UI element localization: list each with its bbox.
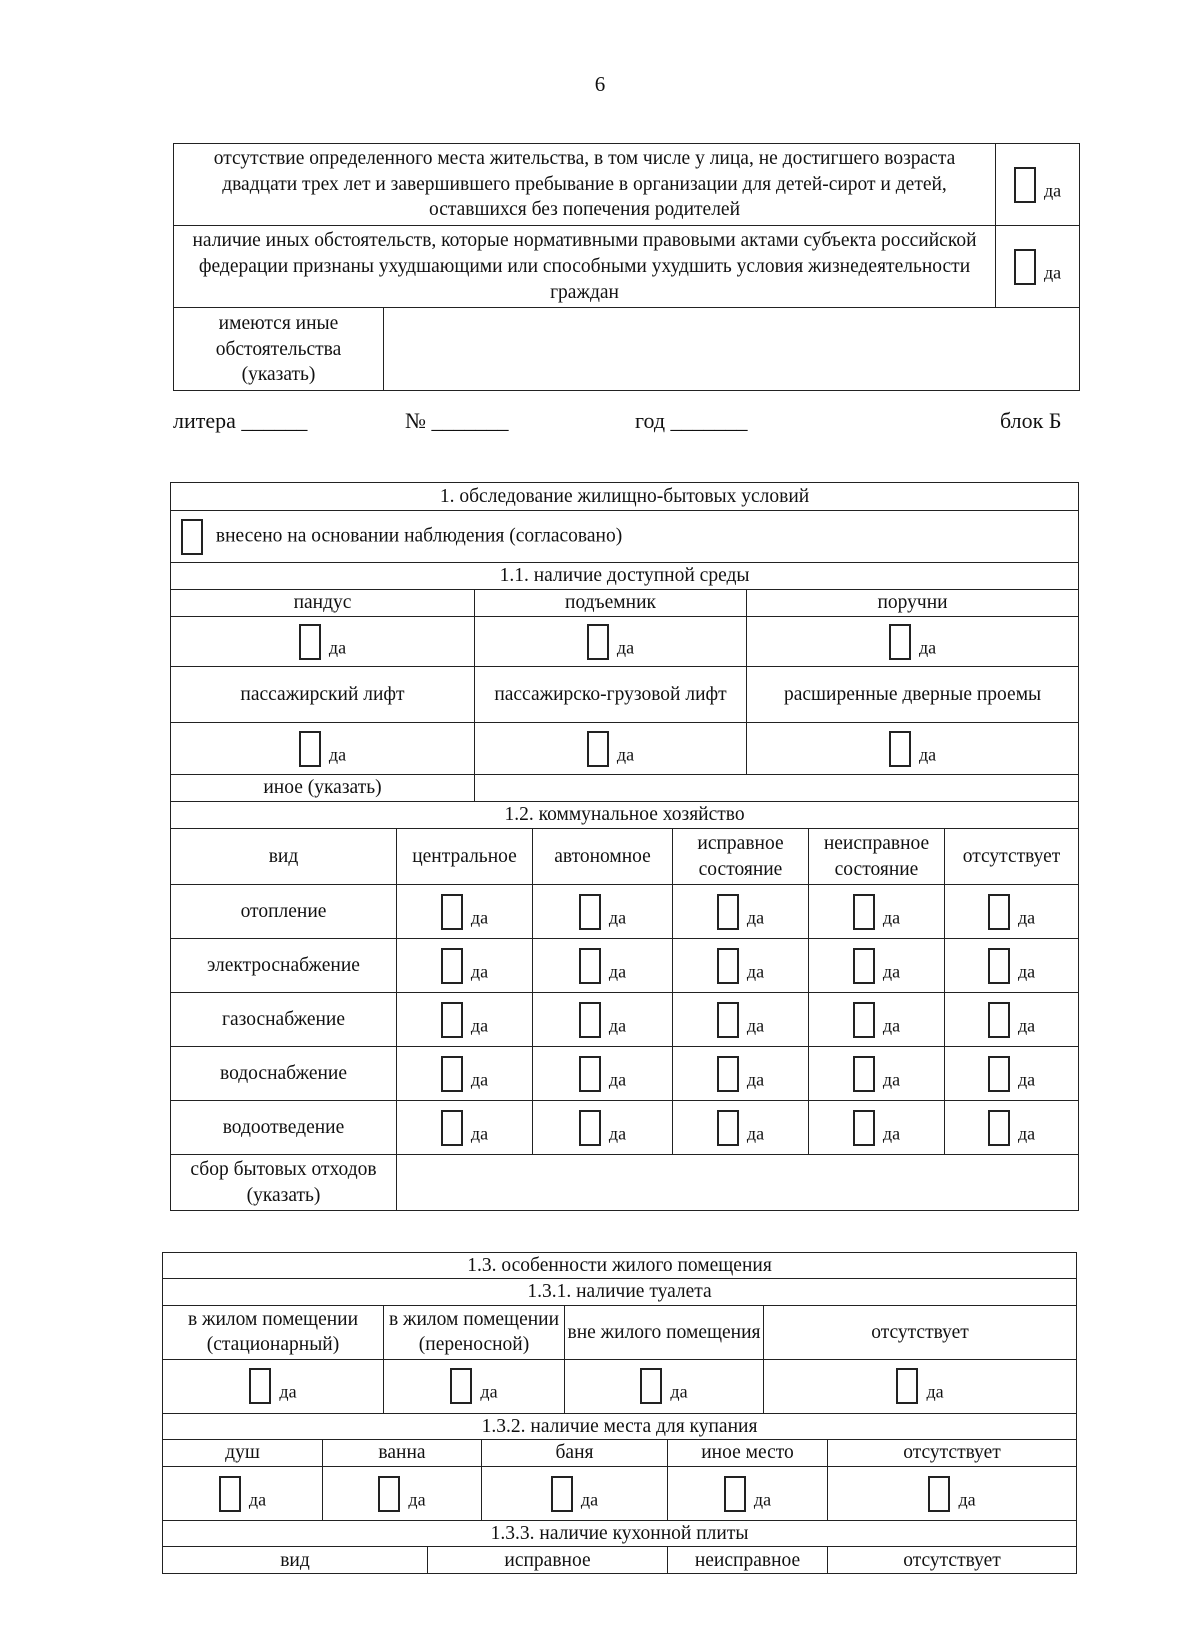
checkbox[interactable] [717, 1056, 739, 1092]
s12-row-label: водоотведение [171, 1101, 397, 1155]
s132-title: 1.3.2. наличие места для купания [163, 1413, 1077, 1439]
no-residence-checkbox[interactable] [1014, 167, 1036, 203]
s12-row-label: электроснабжение [171, 939, 397, 993]
litera-field[interactable]: литера ______ [173, 408, 308, 433]
other-circumstances-label: имеются иные обстоятельства (указать) [174, 308, 384, 391]
checkbox[interactable] [853, 894, 875, 930]
toilet-absent-checkbox[interactable] [896, 1368, 918, 1404]
liter-row [0, 408, 1200, 442]
checkbox[interactable] [579, 1002, 601, 1038]
bathing-absent-header: отсутствует [828, 1440, 1077, 1467]
living-conditions-table: 1. обследование жилищно-бытовых условий внесено на основании наблюдения (согласовано) 1.1. наличие доступной среды пандус подъемник поручни да да да пассажирский лифт пассажирско-грузовой лифт расширенные дверные проемы да да да иное (указать) 1.2. коммунальное хозяйство вид центральное автономное исправное состояние неисправное состояние отсутствует отопление да да да да да электроснабжение да да да да да газоснабжение да да да да да водоснабжение да да да да да водоотведение да да да да да сбор бытовых отходов (указать) [170, 482, 1079, 1211]
checkbox[interactable] [441, 1002, 463, 1038]
s12-title: 1.2. коммунальное хозяйство [171, 802, 1079, 829]
other-circumstances-field[interactable] [384, 308, 1080, 391]
s12-row-label: газоснабжение [171, 993, 397, 1047]
other-circumstances-checkbox[interactable] [1014, 249, 1036, 285]
other-circumstances-text: наличие иных обстоятельств, которые нормативными правовыми актами субъекта российской федерации признаны ухудшающими или способными ухудшить условия жизнедеятельности граждан [174, 226, 996, 308]
sauna-header: баня [482, 1440, 668, 1467]
s12-row-label: водоснабжение [171, 1047, 397, 1101]
s133-title: 1.3.3. наличие кухонной плиты [163, 1521, 1077, 1547]
checkbox[interactable] [579, 1056, 601, 1092]
section1-title: 1. обследование жилищно-бытовых условий [171, 483, 1079, 511]
checkbox[interactable] [717, 948, 739, 984]
observed-checkbox[interactable] [181, 519, 203, 555]
lift-header: подъемник [475, 590, 747, 617]
sauna-checkbox[interactable] [551, 1476, 573, 1512]
s11-other-field[interactable] [475, 775, 1079, 802]
waste-field[interactable] [397, 1155, 1079, 1211]
toilet-stationary-checkbox[interactable] [249, 1368, 271, 1404]
bathing-absent-checkbox[interactable] [928, 1476, 950, 1512]
checkbox[interactable] [853, 948, 875, 984]
s12-header-type: вид [171, 829, 397, 885]
checkbox[interactable] [988, 948, 1010, 984]
block-label: блок Б [1000, 408, 1062, 433]
checkbox[interactable] [717, 1110, 739, 1146]
table-row: отопление да да да да да [171, 885, 1079, 939]
other-place-checkbox[interactable] [724, 1476, 746, 1512]
checkbox[interactable] [441, 948, 463, 984]
checkbox[interactable] [853, 1056, 875, 1092]
ramp-checkbox[interactable] [299, 624, 321, 660]
s12-header-broken: неисправное состояние [809, 829, 945, 885]
table-row: водоснабжение да да да да да [171, 1047, 1079, 1101]
table-row: водоотведение да да да да да [171, 1101, 1079, 1155]
toilet-portable-checkbox[interactable] [450, 1368, 472, 1404]
top-circumstances-table: отсутствие определенного места жительства, в том числе у лица, не достигшего возраста двадцати трех лет и завершившего пребывание в организации для детей-сирот и детей, оставшихся без попечения родителей да наличие иных обстоятельств, которые нормативными правовыми актами субъекта российской федерации признаны ухудшающими или способными ухудшить условия жизнедеятельности граждан да имеются иные обстоятельства (указать) [173, 143, 1080, 391]
checkbox[interactable] [988, 1056, 1010, 1092]
s131-title: 1.3.1. наличие туалета [163, 1279, 1077, 1305]
checkbox[interactable] [579, 894, 601, 930]
checkbox[interactable] [441, 1056, 463, 1092]
passenger-elevator-checkbox[interactable] [299, 731, 321, 767]
s12-row-label: отопление [171, 885, 397, 939]
stove-broken-header: неисправное [668, 1547, 828, 1574]
toilet-outside-header: вне жилого помещения [565, 1305, 764, 1359]
stove-absent-header: отсутствует [828, 1547, 1077, 1574]
checkbox[interactable] [441, 894, 463, 930]
s12-header-autonomous: автономное [533, 829, 673, 885]
wide-doors-checkbox[interactable] [889, 731, 911, 767]
toilet-absent-header: отсутствует [764, 1305, 1077, 1359]
no-residence-text: отсутствие определенного места жительства, в том числе у лица, не достигшего возраста двадцати трех лет и завершившего пребывание в организации для детей-сирот и детей, оставшихся без попечения родителей [174, 144, 996, 226]
shower-header: душ [163, 1440, 323, 1467]
cargo-elevator-checkbox[interactable] [587, 731, 609, 767]
year-field[interactable]: год _______ [635, 408, 748, 433]
checkbox[interactable] [579, 1110, 601, 1146]
page-number: 6 [594, 72, 606, 96]
checkbox[interactable] [853, 1002, 875, 1038]
toilet-outside-checkbox[interactable] [640, 1368, 662, 1404]
number-field[interactable]: № _______ [405, 408, 509, 433]
housing-features-table: 1.3. особенности жилого помещения 1.3.1. наличие туалета в жилом помещении (стационарный) в жилом помещении (переносной) вне жилого помещения отсутствует да да да да 1.3.2. наличие места для купания душ ванна баня иное место отсутствует да да да да да 1.3.3. наличие кухонной плиты вид исправное неисправное отсутствует [162, 1252, 1077, 1574]
checkbox[interactable] [717, 894, 739, 930]
ramp-header: пандус [171, 590, 475, 617]
toilet-portable-header: в жилом помещении (переносной) [384, 1305, 565, 1359]
checkbox[interactable] [988, 1002, 1010, 1038]
lift-checkbox[interactable] [587, 624, 609, 660]
s13-title: 1.3. особенности жилого помещения [163, 1253, 1077, 1279]
wide-doors-header: расширенные дверные проемы [747, 667, 1079, 723]
stove-type-header: вид [163, 1547, 428, 1574]
cargo-elevator-header: пассажирско-грузовой лифт [475, 667, 747, 723]
checkbox[interactable] [988, 1110, 1010, 1146]
checkbox[interactable] [441, 1110, 463, 1146]
checkbox[interactable] [579, 948, 601, 984]
passenger-elevator-header: пассажирский лифт [171, 667, 475, 723]
handrails-header: поручни [747, 590, 1079, 617]
shower-checkbox[interactable] [219, 1476, 241, 1512]
s11-title: 1.1. наличие доступной среды [171, 563, 1079, 590]
bath-header: ванна [323, 1440, 482, 1467]
s12-header-working: исправное состояние [673, 829, 809, 885]
checkbox[interactable] [853, 1110, 875, 1146]
s12-header-central: центральное [397, 829, 533, 885]
observed-label: внесено на основании наблюдения (согласовано) [215, 524, 623, 546]
waste-label: сбор бытовых отходов (указать) [171, 1155, 397, 1211]
s11-other-label: иное (указать) [171, 775, 475, 802]
other-place-header: иное место [668, 1440, 828, 1467]
table-row: электроснабжение да да да да да [171, 939, 1079, 993]
bath-checkbox[interactable] [378, 1476, 400, 1512]
stove-working-header: исправное [428, 1547, 668, 1574]
checkbox[interactable] [988, 894, 1010, 930]
checkbox[interactable] [717, 1002, 739, 1038]
toilet-stationary-header: в жилом помещении (стационарный) [163, 1305, 384, 1359]
table-row: газоснабжение да да да да да [171, 993, 1079, 1047]
s12-header-absent: отсутствует [945, 829, 1079, 885]
handrails-checkbox[interactable] [889, 624, 911, 660]
